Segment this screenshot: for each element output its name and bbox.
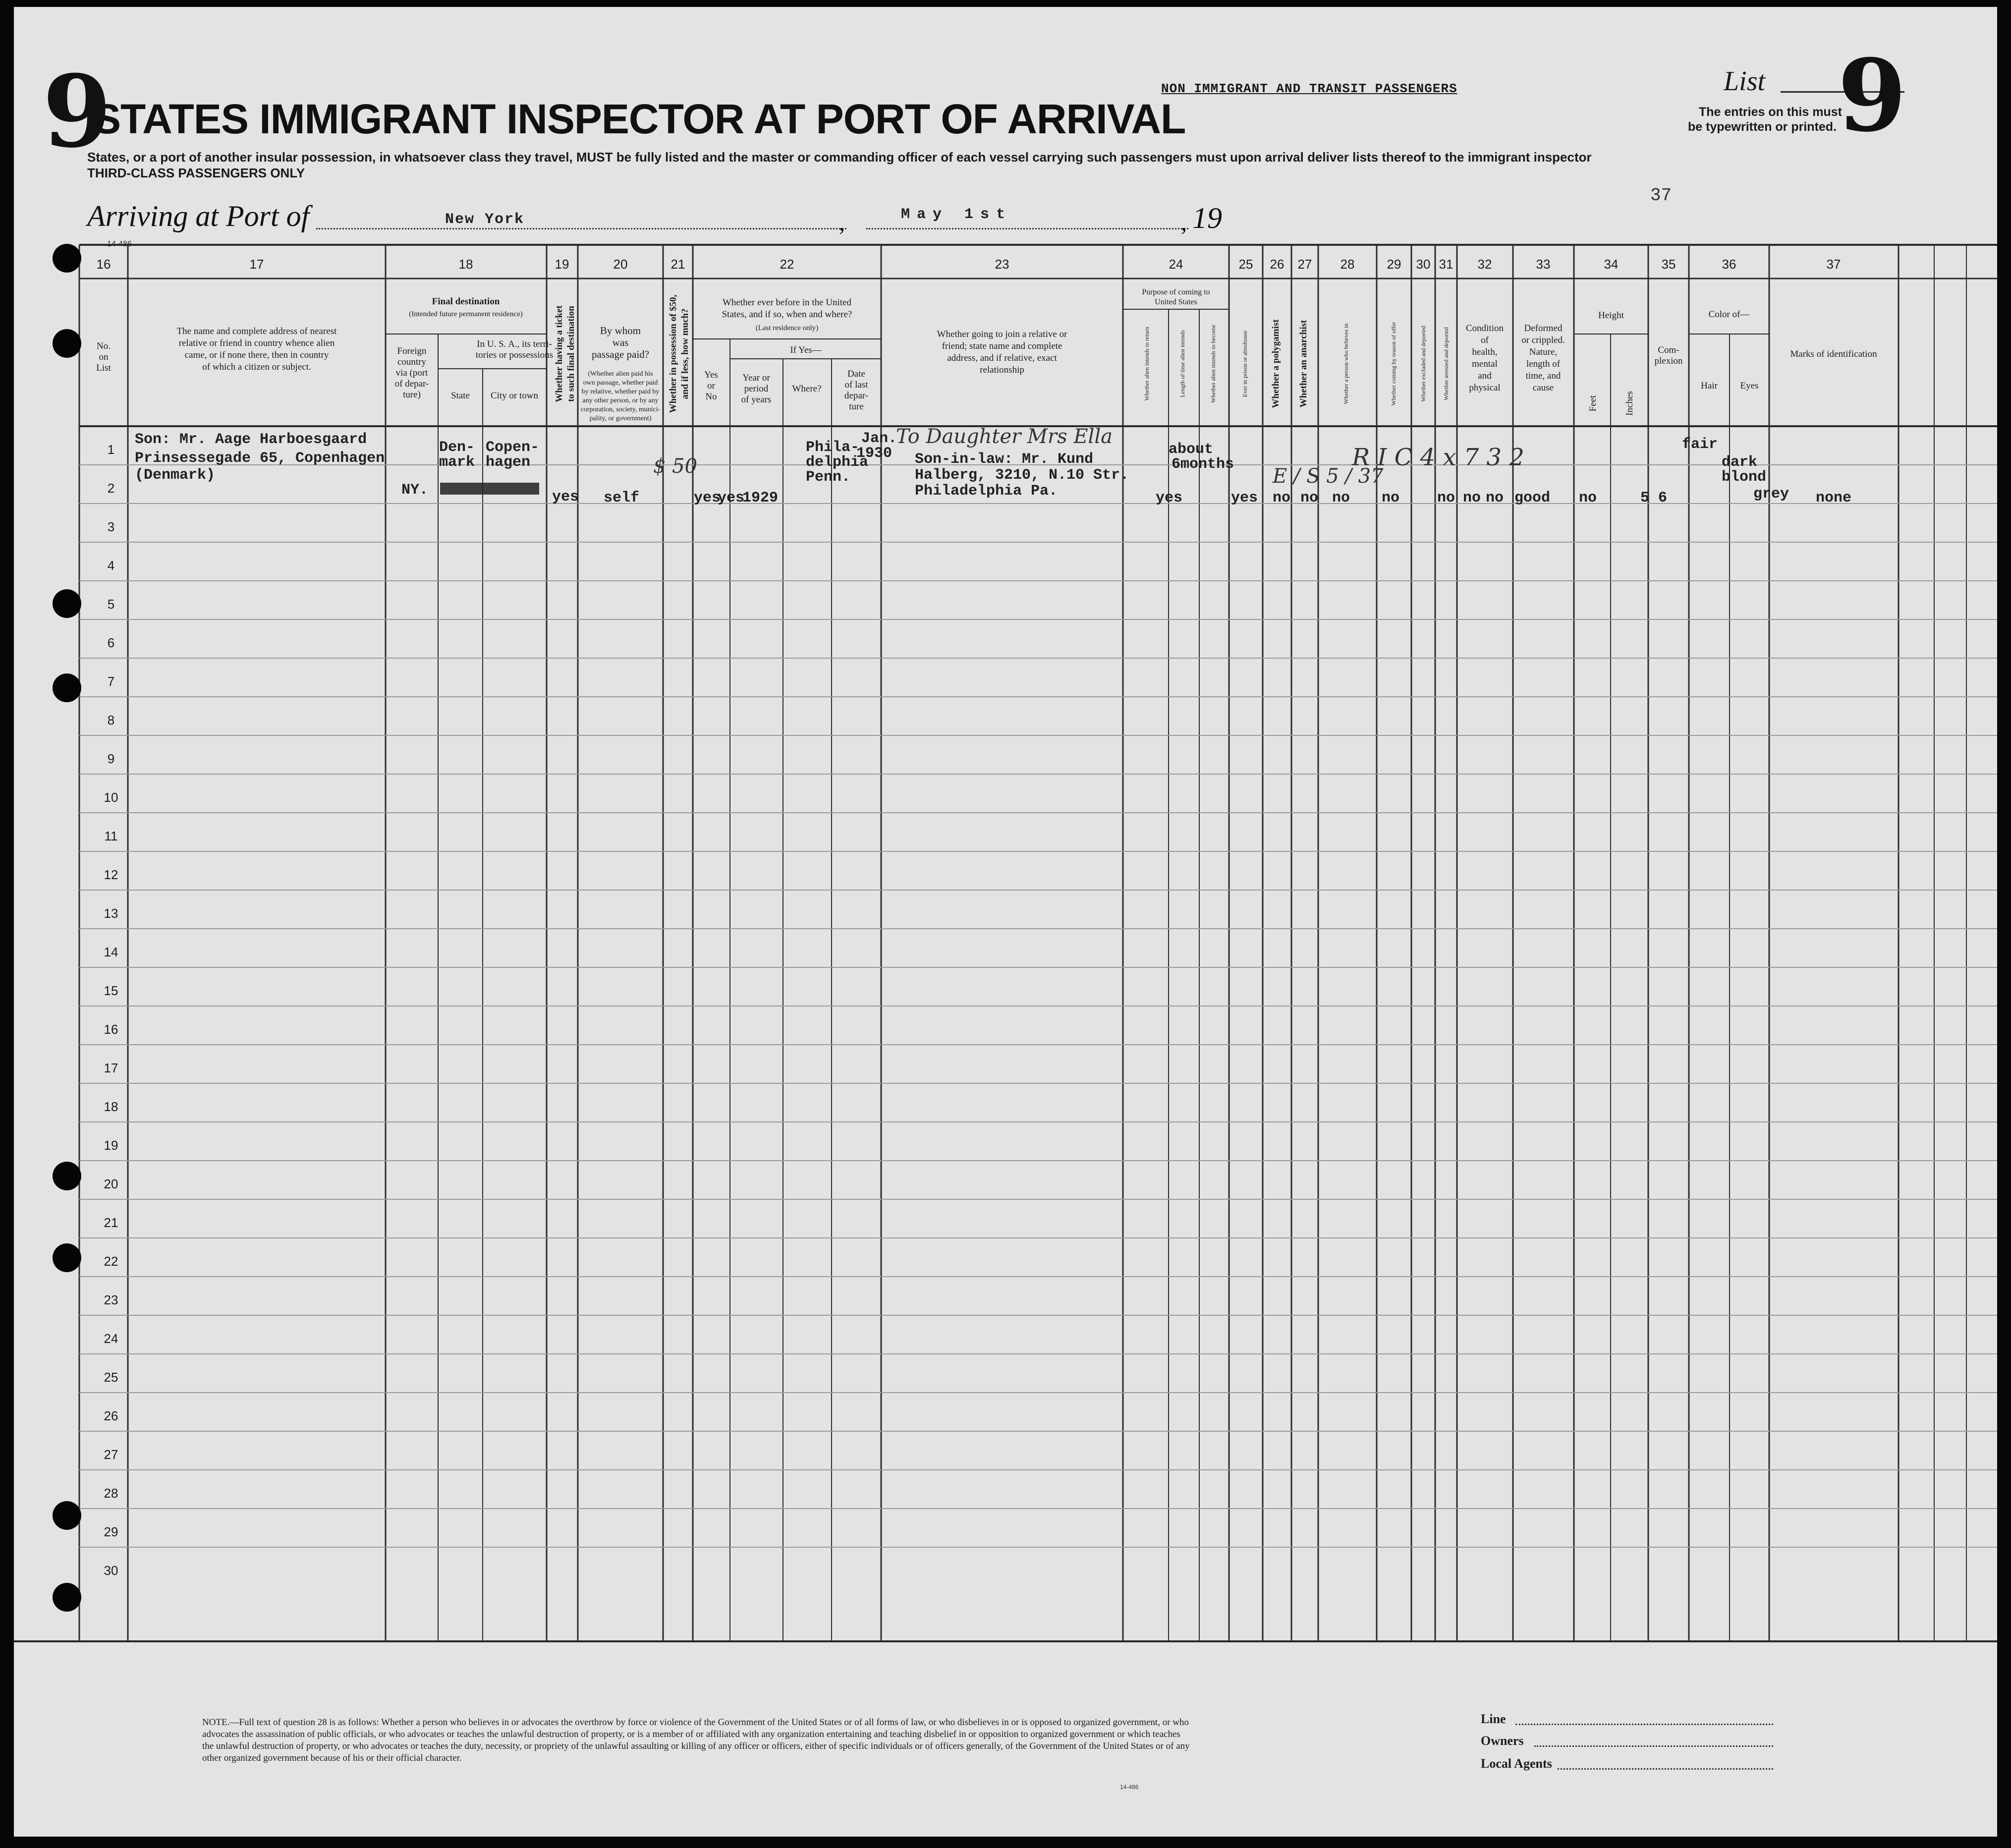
col19-header: Whether having a ticket bbox=[554, 305, 564, 402]
col24a: Whether alien intends to return bbox=[1143, 327, 1150, 401]
col32-h2: of bbox=[1481, 335, 1489, 345]
column-number: 30 bbox=[1416, 257, 1431, 272]
entry-join-handwritten: To Daughter Mrs Ella bbox=[896, 425, 1113, 448]
col24-h2: United States bbox=[1155, 298, 1197, 306]
col23-h3: address, and if relative, exact bbox=[947, 353, 1057, 363]
list-number-big: 9 bbox=[43, 54, 112, 170]
col34: Height bbox=[1598, 310, 1624, 321]
col33-h1: Deformed bbox=[1524, 323, 1563, 334]
row-number: 16 bbox=[104, 1022, 118, 1037]
col20-note-2: own passage, whether paid bbox=[583, 379, 658, 387]
column-number: 27 bbox=[1297, 257, 1312, 272]
col19-header-2: to such final destination bbox=[566, 306, 576, 402]
entry-relative-line2: Prinsessegade 65, Copenhagen bbox=[135, 450, 385, 467]
header-subtitle: States, or a port of another insular possession, in whatsoever class they travel, MUST be fully listed and the master or commanding officer of each vessel carrying such passengers must upon arrival deliver lists thereof to the immigrant inspector bbox=[87, 150, 1592, 165]
col24c: Whether alien intends to become bbox=[1210, 325, 1217, 403]
date-value: May 1st bbox=[901, 206, 1012, 223]
col18a-h4: of depar- bbox=[394, 379, 429, 389]
entry-q29: no bbox=[1437, 490, 1455, 506]
entry-complexion: fair bbox=[1682, 436, 1718, 453]
entry-where-2: delphia bbox=[806, 454, 869, 471]
entry-join-line1: Son-in-law: Mr. Kund bbox=[915, 451, 1094, 468]
column-number: 21 bbox=[670, 257, 685, 272]
binder-hole bbox=[53, 1583, 81, 1612]
col22b-h2: period bbox=[744, 384, 769, 394]
entry-hair-2: blond bbox=[1722, 469, 1767, 486]
manifest-sheet: 9 STATES IMMIGRANT INSPECTOR AT PORT OF ARRIVAL NON IMMIGRANT AND TRANSIT PASSENGERS List 9 The entries on this must be typewritten or printed. States, or a port of another insular possession, in whatsoever class they travel, MUST be fully listed and the master or commanding officer of each vessel carrying such passengers must upon arrival deliver lists thereof to the immigrant inspector THIRD-CLASS PASSENGERS ONLY Arriving at Port of New York , May 1st , 19 37 14-486 16 17 18 19 20 21 22 23 24 25 26 27 28 29 30 31 32 33 34 35 36 37 1 2 3 4 5 6 7 8 9 10 11 12 13 14 15 16 17 18 19 20 21 22 23 24 25 26 27 28 29 30 No. on List The name and complete address of nearest relative or friend in country whence alien came, or if none there, then in country of which a citizen or subject. Final destination (Intended future permanent residence) Foreign country via (port of depar- ture) In U. S. A., its terri- tories or possessions State City or town Whether having a ticket to such final destination By whom was passage paid? (Whether alien paid his own passage, whether paid by relative, whether paid by any other person, or by any corporation, society, munici- pality, or government) Whether in possession of $50, and if less, how much? Whether ever before in the United States, and if so, when and where? (Last residence only) If Yes— Yes or No Year or period of years Where? Date of last depar- ture Whether going to join a relative or friend; state name and complete address, and if relative, exact relationship Purpose of coming to United States Whether alien intends to return Length of time alien intends Whether alien intends to become Ever in prison or almshouse Whether a polygamist Whether an anarchist Whether a person who believes in Whether coming by reason of offer Whether excluded and deported Whether arrested and deported Condition of health, mental and physical Deformed or crippled. Nature, length of time, and cause Height Feet Inches Com- plexion Color of— Hair Eyes Marks of identification Son: Mr. Aage Harboesgaard Prinsessegade 65, Copenhagen (Denmark) Den- mark NY. Copen- hagen yes self $ 50 yes yes 1929 Phila- delphia Penn. Jan. 1930 To Daughter Mrs Ella Son-in-law: Mr. Kund Halberg, 3210, N.10 Str. Philadelphia Pa. yes about 6months yes no no no no no no no good no 5 6 fair dark blond grey none R I C 4 x 7 3 2 E / S 5 / 37 NOTE.—Full text of question 28 is as follows: Whether a person who believes in or advocates the overthrow by force or violence of the Government of the United States or of all forms of law, or who disbelieves in or is opposed to organized government, or who advocates the assassination of public officials, or who advocates or teaches the unlawful destruction of property, or is a member of or affiliated with any organization entertaining and teaching disbelief in or opposition to organized government or which teaches the unlawful destruction of property, or who advocates or teaches the duty, necessity, or propriety of the unlawful assaulting or killing of any officer or officers, either of specific individuals or of officers generally, of the Government of the United States or of any other organized government because of his or their official character. 14-486 Line Owners Local Agents bbox=[14, 7, 1997, 1837]
binder-hole bbox=[53, 1243, 81, 1272]
entry-length-2: 6months bbox=[1172, 456, 1234, 473]
footer-agents-label: Local Agents bbox=[1481, 1756, 1552, 1771]
binder-hole bbox=[53, 673, 81, 702]
col33-h2: or crippled. bbox=[1521, 335, 1565, 345]
entry-year: 1929 bbox=[742, 490, 779, 506]
col20-note-4: any other person, or by any bbox=[582, 397, 659, 404]
row-number: 24 bbox=[104, 1331, 118, 1346]
col22-if-yes: If Yes— bbox=[790, 345, 822, 355]
entry-eyes: grey bbox=[1753, 486, 1789, 503]
col22d-h1: Date bbox=[847, 369, 865, 379]
manifest-table bbox=[14, 7, 1997, 1837]
col16-header-2: on bbox=[99, 352, 109, 362]
col23-h1: Whether going to join a relative or bbox=[937, 329, 1067, 339]
list-label: List bbox=[1724, 66, 1766, 97]
entry-departure-1: Jan. bbox=[861, 430, 897, 447]
row-number: 1 bbox=[107, 442, 115, 457]
col32-h1: Condition bbox=[1465, 323, 1504, 334]
column-number: 34 bbox=[1604, 257, 1619, 272]
col22a-h3: No bbox=[705, 392, 717, 402]
col16-header-1: No. bbox=[97, 341, 111, 351]
footer-note: NOTE.—Full text of question 28 is as follows: Whether a person who believes in or advocates the overthrow by force or violence of the Government of the United States or of all forms of law, or who disbelieves in or is opposed to organized government, or who advocates the assassination of public officials, or who advocates or teaches the unlawful destruction of property, or is a member of or affiliated with any organization entertaining and teaching disbelief in or opposition to organized government or which teaches the unlawful destruction of property, or who advocates or teaches the duty, necessity, or propriety of the unlawful assaulting or killing of any officer or officers, either of specific individuals or of officers generally, of the Government of the United States or of any other organized government because of his or their official character. bbox=[202, 1717, 1190, 1763]
binder-hole bbox=[53, 244, 81, 273]
footer-form-code: 14-486 bbox=[1120, 1784, 1139, 1791]
column-number: 37 bbox=[1826, 257, 1841, 272]
row-number: 12 bbox=[104, 867, 118, 882]
entry-q31: no bbox=[1486, 490, 1504, 506]
row-number: 22 bbox=[104, 1254, 118, 1269]
col29: Whether coming by reason of offer bbox=[1390, 322, 1397, 406]
entry-polygamist: no bbox=[1300, 490, 1319, 506]
row-number: 14 bbox=[104, 945, 118, 959]
col33-h5: time, and bbox=[1525, 371, 1561, 381]
column-number: 35 bbox=[1661, 257, 1676, 272]
col33-h3: Nature, bbox=[1529, 347, 1558, 357]
row-number: 2 bbox=[107, 481, 115, 496]
column-number: 36 bbox=[1722, 257, 1736, 272]
row-number: 13 bbox=[104, 906, 118, 921]
col32-h4: mental bbox=[1472, 359, 1498, 369]
entry-inches: 6 bbox=[1658, 490, 1668, 506]
column-number: 31 bbox=[1439, 257, 1453, 272]
column-number: 18 bbox=[458, 257, 473, 272]
col21-header: Whether in possession of $50, bbox=[668, 294, 678, 413]
column-number: 23 bbox=[995, 257, 1009, 272]
entry-city-2: hagen bbox=[486, 454, 531, 471]
col22c: Where? bbox=[792, 384, 822, 394]
row-number: 15 bbox=[104, 983, 118, 998]
column-number: 16 bbox=[96, 257, 111, 272]
col33-h4: length of bbox=[1526, 359, 1561, 369]
col20-note-6: pality, or government) bbox=[589, 415, 652, 422]
column-number: 19 bbox=[555, 257, 569, 272]
port-value: New York bbox=[445, 211, 525, 228]
col26: Whether a polygamist bbox=[1271, 319, 1281, 408]
col25: Ever in prison or almshouse bbox=[1241, 330, 1248, 397]
binder-hole bbox=[53, 329, 81, 358]
col34a: Feet bbox=[1588, 395, 1598, 412]
row-number: 17 bbox=[104, 1061, 118, 1075]
column-number: 17 bbox=[249, 257, 264, 272]
col20-note-3: by relative, whether paid by bbox=[581, 388, 660, 395]
col22a-h2: or bbox=[707, 381, 715, 391]
column-number: 33 bbox=[1536, 257, 1551, 272]
row-number: 3 bbox=[107, 519, 115, 534]
column-number: 32 bbox=[1477, 257, 1492, 272]
column-number: 26 bbox=[1270, 257, 1285, 272]
entry-departure-2: 1930 bbox=[856, 445, 893, 462]
col23-h4: relationship bbox=[980, 365, 1024, 375]
row-number: 27 bbox=[104, 1447, 118, 1462]
entry-prison: no bbox=[1273, 490, 1291, 506]
col22b-h3: of years bbox=[741, 394, 772, 405]
col22d-h2: of last bbox=[844, 380, 868, 390]
footer-line-field bbox=[1515, 1724, 1773, 1725]
entry-country-1: Den- bbox=[439, 439, 475, 456]
entry-money: yes bbox=[694, 490, 721, 506]
col32-h3: health, bbox=[1472, 347, 1498, 357]
entry-feet: 5 bbox=[1640, 490, 1650, 506]
column-number: 20 bbox=[613, 257, 628, 272]
col17-header-4: of which a citizen or subject. bbox=[202, 362, 311, 372]
entry-handwritten-code: E / S 5 / 37 bbox=[1273, 465, 1384, 488]
col23-h2: friend; state name and complete bbox=[942, 341, 1062, 351]
year-prefix: 19 bbox=[1192, 202, 1222, 234]
form-code-top: 14-486 bbox=[107, 240, 132, 248]
entry-where-1: Phila- bbox=[806, 439, 860, 456]
col37: Marks of identification bbox=[1790, 349, 1877, 359]
entry-marks: none bbox=[1816, 490, 1852, 506]
col20-h1: By whom bbox=[600, 325, 641, 336]
non-immigrant-stamp: NON IMMIGRANT AND TRANSIT PASSENGERS bbox=[1161, 81, 1457, 96]
col20-note-1: (Whether alien paid his bbox=[588, 370, 653, 378]
col20-note-5: corporation, society, munici- bbox=[580, 406, 661, 413]
col30: Whether excluded and deported bbox=[1420, 326, 1427, 402]
entry-relative-line1: Son: Mr. Aage Harboesgaard bbox=[135, 431, 367, 448]
row-number: 7 bbox=[107, 674, 115, 689]
row-number: 20 bbox=[104, 1176, 118, 1191]
col31: Whether arrested and deported bbox=[1443, 327, 1450, 400]
entry-hair-1: dark bbox=[1722, 454, 1758, 471]
entry-relative-line3: (Denmark) bbox=[135, 467, 216, 484]
col18a-h3: via (port bbox=[395, 368, 428, 378]
col17-header-2: relative or friend in country whence alien bbox=[178, 338, 335, 348]
col33-h6: cause bbox=[1532, 383, 1554, 393]
col22a-h1: Yes bbox=[704, 370, 718, 380]
col22-note: (Last residence only) bbox=[755, 324, 819, 332]
footer-line-label: Line bbox=[1481, 1712, 1506, 1726]
col17-header-1: The name and complete address of nearest bbox=[176, 326, 337, 336]
row-number: 28 bbox=[104, 1486, 118, 1501]
row-number: 18 bbox=[104, 1099, 118, 1114]
entry-passage: self bbox=[604, 490, 640, 506]
col34b: Inches bbox=[1624, 391, 1635, 416]
footer-agents-field bbox=[1558, 1768, 1773, 1770]
year-suffix: 37 bbox=[1650, 185, 1672, 206]
column-number: 25 bbox=[1238, 257, 1253, 272]
col18-note: (Intended future permanent residence) bbox=[409, 310, 523, 318]
col36: Color of— bbox=[1708, 309, 1750, 320]
col18a-h1: Foreign bbox=[397, 346, 427, 356]
typewritten-note-line2: be typewritten or printed. bbox=[1688, 120, 1837, 134]
binder-hole bbox=[53, 1162, 81, 1190]
col18-header: Final destination bbox=[432, 296, 500, 307]
footer-owners-field bbox=[1534, 1745, 1773, 1747]
entry-q30: no bbox=[1463, 490, 1481, 506]
col35-h1: Com- bbox=[1658, 345, 1679, 355]
col17-header-3: came, or if none there, then in country bbox=[184, 350, 329, 360]
col16-header-3: List bbox=[96, 363, 111, 373]
row-number: 6 bbox=[107, 635, 115, 650]
entry-deformed: no bbox=[1579, 490, 1597, 506]
class-line: THIRD-CLASS PASSENGERS ONLY bbox=[87, 166, 305, 180]
entry-city-1: Copen- bbox=[486, 439, 540, 456]
row-number: 4 bbox=[107, 558, 115, 573]
entry-struck-out bbox=[440, 483, 539, 495]
entry-citizen: yes bbox=[1231, 490, 1258, 506]
col32-h5: and bbox=[1478, 371, 1492, 381]
col36a: Hair bbox=[1701, 381, 1718, 391]
row-number: 30 bbox=[104, 1563, 118, 1578]
entry-handwritten-annotation: R I C 4 x 7 3 2 bbox=[1352, 444, 1524, 471]
col32-h6: physical bbox=[1469, 383, 1501, 393]
row-number: 23 bbox=[104, 1292, 118, 1307]
entry-country-2: mark bbox=[439, 454, 475, 471]
col24b: Length of time alien intends bbox=[1179, 330, 1186, 397]
entry-q28: no bbox=[1382, 490, 1400, 506]
row-number: 5 bbox=[107, 597, 115, 612]
entry-via: NY. bbox=[401, 482, 429, 499]
entry-before: yes bbox=[718, 490, 745, 506]
column-number: 28 bbox=[1340, 257, 1355, 272]
row-number: 11 bbox=[104, 829, 118, 843]
entry-where-3: Penn. bbox=[806, 469, 851, 486]
col18b-state: State bbox=[451, 391, 470, 401]
col22-h2: States, and if so, when and where? bbox=[722, 309, 852, 320]
column-number: 22 bbox=[780, 257, 794, 272]
col18b-h1: In U. S. A., its terri- bbox=[477, 339, 552, 349]
entry-anarchist: no bbox=[1332, 490, 1350, 506]
page-title: STATES IMMIGRANT INSPECTOR AT PORT OF ARRIVAL bbox=[93, 96, 1186, 142]
entry-length-1: about bbox=[1169, 441, 1214, 458]
row-number: 10 bbox=[104, 790, 118, 805]
col18b-h2: tories or possessions bbox=[475, 350, 554, 360]
entry-ticket: yes bbox=[552, 489, 579, 505]
row-number: 25 bbox=[104, 1370, 118, 1385]
row-number: 26 bbox=[104, 1408, 118, 1423]
col20-h2: was bbox=[612, 336, 629, 348]
binder-hole bbox=[53, 1501, 81, 1530]
col35-h2: plexion bbox=[1654, 356, 1683, 366]
col22d-h3: depar- bbox=[844, 391, 869, 401]
col36b: Eyes bbox=[1740, 381, 1759, 391]
column-number: 24 bbox=[1169, 257, 1183, 272]
col22-h1: Whether ever before in the United bbox=[722, 297, 852, 308]
col22b-h1: Year or bbox=[742, 373, 770, 383]
col18b-city: City or town bbox=[490, 391, 539, 401]
row-number: 8 bbox=[107, 713, 115, 728]
row-number: 21 bbox=[104, 1215, 118, 1230]
col24-h1: Purpose of coming to bbox=[1142, 288, 1210, 296]
column-number: 29 bbox=[1387, 257, 1401, 272]
col21-header-2: and if less, how much? bbox=[680, 308, 690, 399]
row-number: 19 bbox=[104, 1138, 118, 1153]
entry-join-line2: Halberg, 3210, N.10 Str. bbox=[915, 467, 1129, 484]
entry-health: good bbox=[1514, 490, 1551, 506]
col28: Whether a person who believes in bbox=[1342, 323, 1349, 404]
binder-hole bbox=[53, 589, 81, 618]
arriving-label: Arriving at Port of bbox=[87, 200, 310, 232]
entry-purpose-return: yes bbox=[1156, 490, 1183, 506]
footer-owners-label: Owners bbox=[1481, 1734, 1524, 1748]
col27: Whether an anarchist bbox=[1298, 320, 1309, 408]
row-number: 9 bbox=[107, 751, 115, 766]
row-number: 29 bbox=[104, 1524, 118, 1539]
entry-join-line3: Philadelphia Pa. bbox=[915, 483, 1058, 500]
col22d-h4: ture bbox=[849, 401, 864, 412]
col18a-h5: ture) bbox=[403, 390, 421, 400]
col20-h3: passage paid? bbox=[591, 348, 650, 360]
entry-handwritten-money: $ 50 bbox=[653, 455, 698, 478]
typewritten-note-line1: The entries on this must bbox=[1699, 105, 1842, 119]
corner-number: 9 bbox=[1838, 38, 1907, 154]
col18a-h2: country bbox=[397, 357, 427, 367]
